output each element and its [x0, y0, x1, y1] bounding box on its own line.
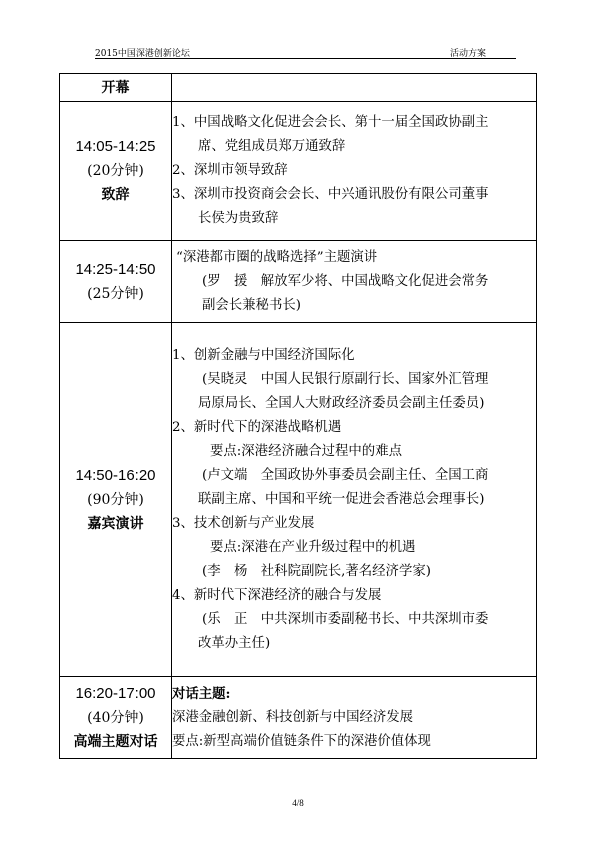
content-cell [172, 74, 537, 102]
time-cell [60, 102, 172, 241]
time-cell [60, 323, 172, 677]
table-row [60, 241, 537, 323]
content-cell [172, 677, 537, 759]
page-number: 4/8 [292, 798, 304, 808]
time-range: 14:25-14:50 [75, 260, 156, 278]
content-line: 对话主题: [172, 685, 231, 702]
time-cell [60, 241, 172, 323]
content-line: 4、新时代下深港经济的融合与发展 [172, 587, 382, 603]
table-row [60, 323, 537, 677]
content-cell [172, 102, 537, 241]
content-line: 深港金融创新、科技创新与中国经济发展 [172, 709, 414, 725]
content-cell [172, 241, 537, 323]
time-cell [60, 74, 172, 102]
content-line: (李 杨 社科院副院长,著名经济学家) [202, 563, 431, 579]
time-cell [60, 677, 172, 759]
content-line: (吴晓灵 中国人民银行原副行长、国家外汇管理 [202, 371, 489, 387]
content-line: (乐 正 中共深圳市委副秘书长、中共深圳市委 [202, 611, 489, 627]
duration: (90分钟) [87, 491, 144, 508]
content-line: (卢文端 全国政协外事委员会副主任、全国工商 [202, 467, 489, 483]
content-line: (罗 援 解放军少将、中国战略文化促进会常务 [202, 273, 489, 289]
program-table [59, 73, 537, 759]
header-section: 活动方案 [450, 49, 487, 59]
content-line: 1、创新金融与中国经济国际化 [172, 347, 355, 363]
content-line: 要点:深港在产业升级过程中的机遇 [210, 539, 416, 555]
session-title: 嘉宾演讲 [87, 515, 144, 532]
header-title: 2015中国深港创新论坛 [95, 49, 190, 59]
content-line: 局原局长、全国人大财政经济委员会副主任委员) [198, 395, 485, 411]
content-line: 长侯为贵致辞 [198, 211, 279, 226]
duration: (25分钟) [87, 285, 144, 302]
duration: (20分钟) [87, 163, 144, 179]
content-line: 3、深圳市投资商会会长、中兴通讯股份有限公司董事 [172, 187, 489, 202]
content-line: 要点:新型高端价值链条件下的深港价值体现 [172, 733, 431, 749]
session-title: 致辞 [101, 187, 130, 203]
session-title: 高端主题对话 [73, 733, 158, 750]
header-rule [95, 58, 516, 59]
content-cell [172, 323, 537, 677]
table-row [60, 677, 537, 759]
opening-label: 开幕 [101, 79, 130, 96]
time-range: 14:50-16:20 [75, 466, 156, 484]
content-line: 副会长兼秘书长) [202, 297, 301, 313]
duration: (40分钟) [87, 709, 144, 726]
content-line: 2、深圳市领导致辞 [172, 163, 288, 178]
table-row [60, 74, 537, 102]
table-row [60, 102, 537, 241]
content-line: 1、中国战略文化促进会会长、第十一届全国政协副主 [172, 115, 489, 130]
content-line: 要点:深港经济融合过程中的难点 [210, 443, 402, 459]
content-line: 3、技术创新与产业发展 [172, 515, 315, 531]
content-line: 改革办主任) [198, 635, 271, 651]
content-line: 2、新时代下的深港战略机遇 [172, 419, 342, 435]
content-line: 联副主席、中国和平统一促进会香港总会理事长) [198, 491, 485, 507]
time-range: 16:20-17:00 [75, 684, 156, 702]
content-line: 席、党组成员郑万通致辞 [198, 139, 346, 154]
time-range: 14:05-14:25 [75, 138, 156, 155]
content-line: “深港都市圈的战略选择”主题演讲 [176, 249, 378, 265]
